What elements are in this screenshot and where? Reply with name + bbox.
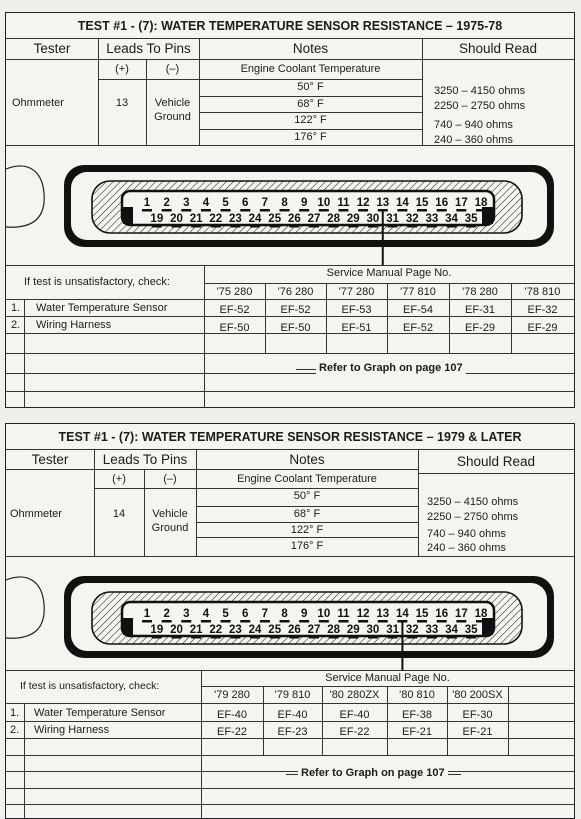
- pin-label-top: 16: [435, 608, 449, 620]
- pin-contact: [152, 636, 162, 639]
- row-2-page-4: EF-52: [403, 322, 433, 334]
- pin-contact: [181, 209, 191, 212]
- pin-label-bottom: 23: [229, 213, 242, 225]
- plus-pin: 14: [112, 508, 126, 520]
- temp-2: 68° F: [297, 98, 324, 110]
- row-2-page-1: EF-22: [217, 726, 247, 738]
- pin-contact: [388, 225, 398, 228]
- pin-contact: [338, 209, 348, 212]
- pin-contact: [201, 620, 211, 623]
- pin-contact: [319, 620, 329, 623]
- model-col-4: '77 810: [400, 286, 436, 298]
- pin-label-top: 7: [261, 197, 269, 209]
- temp-1: 50° F: [297, 81, 324, 93]
- pin-label-bottom: 25: [268, 624, 282, 636]
- pin-label-top: 14: [396, 608, 409, 620]
- row-2-page-3: EF-22: [339, 726, 370, 738]
- row-2-page-3: EF-51: [341, 322, 372, 334]
- row-1-num: 1.: [11, 302, 21, 314]
- pin-label-bottom: 27: [307, 624, 321, 636]
- col-tester: Tester: [33, 41, 71, 56]
- row-1-label: Water Temperature Sensor: [36, 302, 168, 314]
- pin-label-top: 11: [337, 197, 350, 209]
- row-2-num: 2.: [11, 319, 21, 331]
- pin-label-top: 8: [281, 608, 288, 620]
- plus-lead: (+): [112, 473, 126, 485]
- pin-label-bottom: 28: [327, 213, 341, 225]
- ect-label: Engine Coolant Temperature: [240, 63, 381, 75]
- plus-lead: (+): [115, 63, 129, 75]
- pin-contact: [378, 620, 388, 623]
- resistance-2: 2250 – 2750 ohms: [427, 511, 519, 523]
- pin-label-top: 2: [163, 608, 170, 620]
- graph-reference: Refer to Graph on page 107: [298, 767, 448, 779]
- pin-label-top: 6: [242, 608, 249, 620]
- row-2-page-2: EF-50: [280, 322, 311, 334]
- panel-title: TEST #1 - (7): WATER TEMPERATURE SENSOR RESISTANCE – 1979 & LATER: [58, 430, 522, 444]
- row-2-num: 2.: [10, 724, 20, 736]
- pin-label-top: 1: [143, 197, 151, 209]
- test-panel-1975-78: [5, 12, 575, 408]
- pin-contact: [289, 636, 299, 639]
- pin-label-top: 10: [317, 197, 331, 209]
- pin-label-bottom: 29: [346, 213, 360, 225]
- pin-label-top: 1: [143, 608, 151, 620]
- minus-lead: (–): [163, 473, 177, 485]
- row-1-page-5: EF-30: [462, 709, 493, 721]
- pin-contact: [280, 209, 290, 212]
- pin-contact: [397, 209, 407, 212]
- pin-contact: [152, 225, 162, 228]
- pin-contact: [466, 636, 476, 639]
- pin-label-top: 17: [454, 197, 468, 209]
- plus-pin: 13: [115, 97, 129, 109]
- pin-label-top: 9: [300, 197, 308, 209]
- resistance-2: 2250 – 2750 ohms: [434, 100, 526, 112]
- pin-contact: [201, 209, 211, 212]
- pin-label-bottom: 20: [170, 213, 183, 225]
- pin-contact: [191, 636, 201, 639]
- pin-contact: [162, 209, 172, 212]
- pin-label-top: 5: [222, 197, 229, 209]
- pin-label-top: 4: [202, 608, 210, 620]
- pin-contact: [348, 636, 358, 639]
- pin-label-bottom: 35: [464, 624, 478, 636]
- pin-contact: [270, 225, 280, 228]
- pin-label-top: 2: [163, 197, 170, 209]
- row-2-label: Wiring Harness: [36, 319, 112, 331]
- pin-label-bottom: 33: [425, 624, 439, 636]
- pin-contact: [142, 209, 152, 212]
- pin-label-bottom: 26: [287, 213, 301, 225]
- col-tester: Tester: [31, 452, 69, 467]
- row-1-page-1: EF-40: [217, 709, 247, 721]
- ect-label: Engine Coolant Temperature: [237, 473, 377, 485]
- pin-label-top: 12: [356, 197, 370, 209]
- pin-contact: [221, 209, 231, 212]
- svc-label: Service Manual Page No.: [325, 672, 450, 684]
- temp-3: 122° F: [290, 524, 324, 536]
- pin-label-bottom: 24: [248, 624, 262, 636]
- pin-label-bottom: 25: [268, 213, 282, 225]
- tester-value: Ohmmeter: [10, 508, 62, 520]
- pin-label-top: 18: [474, 197, 488, 209]
- model-col-6: '78 810: [524, 286, 561, 298]
- pin-label-bottom: 31: [386, 624, 399, 636]
- pin-label-bottom: 23: [229, 624, 242, 636]
- pin-contact: [309, 636, 319, 639]
- pin-contact: [191, 225, 201, 228]
- pin-contact: [329, 225, 339, 228]
- resistance-1: 3250 – 4150 ohms: [427, 496, 519, 508]
- pin-label-top: 13: [376, 608, 390, 620]
- model-col-2: '76 280: [277, 286, 314, 298]
- pin-contact: [427, 636, 437, 639]
- row-2-page-6: EF-29: [527, 322, 558, 334]
- temp-2: 68° F: [293, 508, 321, 520]
- row-2-page-5: EF-21: [462, 726, 493, 738]
- pin-contact: [417, 620, 427, 623]
- pin-label-bottom: 19: [150, 213, 164, 225]
- row-1-page-4: EF-38: [402, 709, 432, 721]
- pin-label-bottom: 28: [327, 624, 341, 636]
- row-1-page-2: EF-52: [280, 304, 311, 316]
- pin-contact: [456, 209, 466, 212]
- pin-contact: [171, 636, 181, 639]
- pin-label-top: 12: [356, 608, 370, 620]
- pin-contact: [476, 620, 486, 623]
- col-notes: Notes: [289, 452, 325, 467]
- pin-label-top: 11: [337, 608, 350, 620]
- row-1-page-4: EF-54: [403, 304, 433, 316]
- row-1-page-2: EF-40: [277, 709, 308, 721]
- col-leads: Leads To Pins: [102, 452, 188, 467]
- pin-label-top: 17: [454, 608, 468, 620]
- pin-label-top: 3: [183, 197, 190, 209]
- pin-label-top: 15: [415, 608, 429, 620]
- pin-contact: [348, 225, 358, 228]
- pin-label-bottom: 22: [209, 213, 223, 225]
- pin-contact: [427, 225, 437, 228]
- pin-contact: [142, 620, 152, 623]
- col-leads: Leads To Pins: [106, 41, 191, 56]
- pin-contact: [289, 225, 299, 228]
- row-1-page-6: EF-32: [527, 304, 558, 316]
- pin-contact: [299, 620, 309, 623]
- model-col-2: '79 810: [274, 689, 311, 701]
- pin-label-top: 6: [242, 197, 249, 209]
- pin-label-top: 7: [261, 608, 269, 620]
- pin-label-bottom: 33: [425, 213, 439, 225]
- pin-contact: [230, 225, 240, 228]
- pin-contact: [230, 636, 240, 639]
- pin-contact: [407, 636, 417, 639]
- check-label: If test is unsatisfactory, check:: [24, 276, 170, 288]
- pin-label-bottom: 30: [366, 213, 380, 225]
- pin-contact: [162, 620, 172, 623]
- pin-label-bottom: 20: [170, 624, 183, 636]
- vehicle-label: Vehicle: [154, 97, 191, 109]
- pin-label-bottom: 32: [405, 624, 419, 636]
- col-should-read: Should Read: [456, 454, 536, 469]
- model-col-5: '80 200SX: [452, 689, 503, 701]
- col-notes: Notes: [292, 41, 329, 56]
- resistance-4: 240 – 360 ohms: [434, 134, 513, 146]
- model-col-3: '77 280: [338, 286, 375, 298]
- pin-contact: [437, 620, 447, 623]
- temp-4: 176° F: [294, 131, 327, 143]
- resistance-3: 740 – 940 ohms: [434, 119, 513, 131]
- row-2-page-1: EF-50: [219, 322, 250, 334]
- pin-label-top: 14: [396, 197, 409, 209]
- pin-contact: [456, 620, 466, 623]
- pin-contact: [319, 209, 329, 212]
- pin-label-bottom: 21: [189, 624, 203, 636]
- pin-contact: [447, 636, 457, 639]
- pin-contact: [437, 209, 447, 212]
- model-col-1: '79 280: [214, 689, 250, 701]
- pin-label-top: 3: [183, 608, 190, 620]
- minus-lead: (–): [165, 63, 180, 75]
- row-1-page-5: EF-31: [465, 304, 495, 316]
- pin-contact: [250, 225, 260, 228]
- pin-contact: [181, 620, 191, 623]
- pin-label-bottom: 21: [189, 213, 203, 225]
- pin-label-bottom: 19: [150, 624, 164, 636]
- temp-3: 122° F: [294, 114, 327, 126]
- pin-label-bottom: 34: [445, 213, 458, 225]
- model-col-5: '78 280: [462, 286, 498, 298]
- pin-label-top: 18: [474, 608, 488, 620]
- resistance-3: 740 – 940 ohms: [427, 528, 506, 540]
- pin-label-bottom: 34: [445, 624, 458, 636]
- ground-label: Ground: [151, 522, 189, 534]
- temp-1: 50° F: [293, 490, 321, 502]
- resistance-4: 240 – 360 ohms: [427, 542, 506, 554]
- pin-label-top: 8: [281, 197, 288, 209]
- pin-contact: [338, 620, 348, 623]
- pin-contact: [368, 636, 378, 639]
- pin-label-top: 4: [202, 197, 210, 209]
- ecu-connector-diagram: [6, 558, 574, 670]
- pin-contact: [270, 636, 280, 639]
- pin-contact: [260, 209, 270, 212]
- pin-contact: [447, 225, 457, 228]
- row-1-page-3: EF-53: [341, 304, 372, 316]
- pin-label-top: 5: [222, 608, 229, 620]
- pin-contact: [358, 209, 368, 212]
- pin-contact: [476, 209, 486, 212]
- pin-label-bottom: 31: [386, 213, 399, 225]
- pin-contact: [329, 636, 339, 639]
- pin-contact: [368, 225, 378, 228]
- svc-label: Service Manual Page No.: [326, 267, 452, 279]
- pin-label-bottom: 24: [248, 213, 262, 225]
- vehicle-label: Vehicle: [152, 508, 188, 520]
- pin-label-bottom: 30: [366, 624, 380, 636]
- pin-label-bottom: 29: [346, 624, 360, 636]
- ecu-connector-diagram: [6, 147, 574, 265]
- pin-contact: [388, 636, 398, 639]
- pin-label-top: 16: [435, 197, 449, 209]
- pin-label-top: 13: [376, 197, 390, 209]
- pin-contact: [240, 209, 250, 212]
- row-1-page-1: EF-52: [219, 304, 250, 316]
- pin-contact: [221, 620, 231, 623]
- row-1-num: 1.: [10, 707, 20, 719]
- model-col-1: '75 280: [216, 286, 253, 298]
- graph-reference: Refer to Graph on page 107: [316, 362, 466, 374]
- row-2-page-4: EF-21: [402, 726, 432, 738]
- model-col-3: '80 280ZX: [329, 689, 380, 701]
- pin-label-top: 10: [317, 608, 331, 620]
- row-1-label: Water Temperature Sensor: [34, 707, 166, 719]
- pin-contact: [240, 620, 250, 623]
- tester-value: Ohmmeter: [12, 97, 64, 109]
- ground-label: Ground: [154, 111, 191, 123]
- pin-contact: [299, 209, 309, 212]
- test-panel-1979-later: [5, 423, 575, 819]
- pin-contact: [358, 620, 368, 623]
- pin-label-bottom: 22: [209, 624, 223, 636]
- pin-label-bottom: 35: [464, 213, 478, 225]
- pin-contact: [309, 225, 319, 228]
- pin-label-bottom: 32: [405, 213, 419, 225]
- pin-contact: [280, 620, 290, 623]
- pin-contact: [417, 209, 427, 212]
- row-2-page-2: EF-23: [277, 726, 308, 738]
- row-2-label: Wiring Harness: [34, 724, 110, 736]
- pin-label-bottom: 26: [287, 624, 301, 636]
- resistance-1: 3250 – 4150 ohms: [434, 85, 526, 97]
- pin-contact: [407, 225, 417, 228]
- col-should-read: Should Read: [458, 41, 538, 56]
- pin-contact: [260, 620, 270, 623]
- row-1-page-3: EF-40: [339, 709, 370, 721]
- pin-contact: [466, 225, 476, 228]
- pin-contact: [250, 636, 260, 639]
- panel-title: TEST #1 - (7): WATER TEMPERATURE SENSOR RESISTANCE – 1975-78: [77, 19, 503, 33]
- pin-contact: [211, 225, 221, 228]
- pin-label-top: 9: [300, 608, 308, 620]
- wire-cable: [6, 166, 44, 227]
- row-2-page-5: EF-29: [465, 322, 495, 334]
- wire-cable: [6, 577, 44, 638]
- temp-4: 176° F: [290, 540, 324, 552]
- pin-label-bottom: 27: [307, 213, 321, 225]
- model-col-4: '80 810: [399, 689, 435, 701]
- pin-contact: [171, 225, 181, 228]
- pin-label-top: 15: [415, 197, 429, 209]
- check-label: If test is unsatisfactory, check:: [20, 680, 160, 692]
- pin-contact: [211, 636, 221, 639]
